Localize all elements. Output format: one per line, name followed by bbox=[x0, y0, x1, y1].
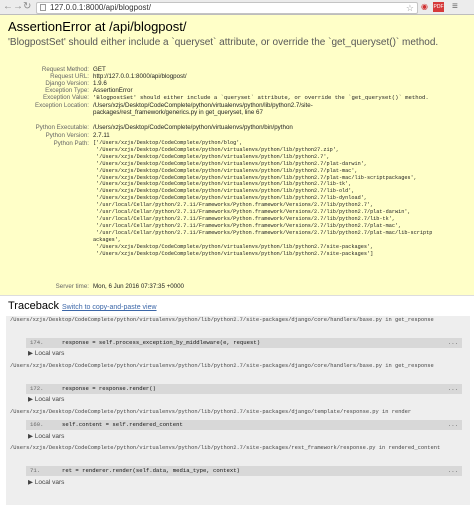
code-text: self.content = self.rendered_content bbox=[62, 421, 183, 428]
pdf-extension-icon[interactable]: PDF bbox=[433, 4, 444, 10]
line-number: 71. bbox=[30, 467, 41, 474]
frame-file: /Users/xzjs/Desktop/CodeComplete/python/virtualenvs/python/lib/python2.7/site-packages/django/core/handlers/base.py in get_response bbox=[10, 317, 434, 323]
frame-file: /Users/xzjs/Desktop/CodeComplete/python/virtualenvs/python/lib/python2.7/site-packages/django/template/response.py in render bbox=[10, 409, 412, 415]
code-text: response = response.render() bbox=[62, 385, 156, 392]
local-vars-toggle[interactable]: ▶ Local vars bbox=[28, 479, 65, 486]
meta-key: Exception Type: bbox=[45, 87, 89, 94]
expand-context[interactable]: ... bbox=[447, 467, 458, 474]
meta-key: Exception Location: bbox=[34, 102, 89, 109]
switch-view-link[interactable]: Switch to copy-and-paste view bbox=[62, 304, 157, 311]
traceback-section bbox=[0, 296, 474, 505]
frame-code-line[interactable] bbox=[26, 338, 462, 348]
expand-context[interactable]: ... bbox=[447, 385, 458, 392]
traceback-title: Traceback bbox=[8, 300, 59, 312]
meta-value: 1.9.6 bbox=[93, 80, 107, 87]
code-text: response = self.process_exception_by_middleware(e, request) bbox=[62, 339, 261, 346]
exception-message: 'BlogpostSet' should either include a `queryset` attribute, or override the `get_queryset()` method. bbox=[8, 37, 439, 48]
expand-context[interactable]: ... bbox=[447, 339, 458, 346]
meta-value: 'BlogpostSet' should either include a `queryset` attribute, or override the `get_queryset()` method. bbox=[93, 94, 429, 101]
forward-icon[interactable]: → bbox=[13, 1, 23, 12]
extension-red-icon[interactable]: ◉ bbox=[421, 2, 428, 11]
meta-value: /Users/xzjs/Desktop/CodeComplete/python/virtualenvs/python/lib/python2.7/site-packages/rest_framework/generics.py in get_queryset, line 67 bbox=[93, 102, 313, 117]
traceback-heading bbox=[8, 300, 157, 314]
line-number: 172. bbox=[30, 385, 44, 392]
menu-icon[interactable]: ≡ bbox=[452, 1, 458, 12]
error-summary bbox=[0, 15, 474, 296]
meta-key: Python Path: bbox=[53, 140, 89, 147]
error-title: AssertionError at /api/blogpost/ bbox=[8, 19, 187, 34]
meta-key: Exception Value: bbox=[43, 94, 89, 101]
browser-toolbar bbox=[0, 0, 474, 15]
meta-key: Server time: bbox=[55, 283, 89, 290]
meta-value: http://127.0.0.1:8000/api/blogpost/ bbox=[93, 73, 187, 80]
meta-value: Mon, 6 Jun 2016 07:37:35 +0000 bbox=[93, 283, 184, 290]
frame-code-line[interactable] bbox=[26, 466, 462, 476]
meta-value: /Users/xzjs/Desktop/CodeComplete/python/virtualenvs/python/bin/python bbox=[93, 124, 293, 131]
frame-file: /Users/xzjs/Desktop/CodeComplete/python/virtualenvs/python/lib/python2.7/site-packages/rest_framework/response.py in rendered_content bbox=[10, 445, 441, 451]
local-vars-toggle[interactable]: ▶ Local vars bbox=[28, 396, 65, 403]
meta-key: Python Executable: bbox=[35, 124, 89, 131]
meta-key: Request Method: bbox=[41, 66, 89, 73]
meta-key: Python Version: bbox=[45, 132, 89, 139]
traceback-frames bbox=[6, 316, 470, 505]
local-vars-toggle[interactable]: ▶ Local vars bbox=[28, 350, 65, 357]
meta-value: AssertionError bbox=[93, 87, 133, 94]
line-number: 174. bbox=[30, 339, 44, 346]
reload-icon[interactable]: ↻ bbox=[23, 1, 32, 12]
local-vars-toggle[interactable]: ▶ Local vars bbox=[28, 433, 65, 440]
frame-code-line[interactable] bbox=[26, 420, 462, 430]
page-icon bbox=[40, 4, 46, 11]
back-icon[interactable]: ← bbox=[3, 1, 13, 12]
python-path-value: ['/Users/xzjs/Desktop/CodeComplete/python/blog', '/Users/xzjs/Desktop/CodeComplete/python/virtualenvs/python/lib/python27.zip', '/Users/xzjs/Desktop/CodeComplete/python/virtualenvs/python/lib/python2.7', '/Users/xzjs/Desktop/CodeComplete/python/virtualenvs/python/lib/python2.7/plat-darwin', '/Users/xzjs/Desktop/CodeComplete/python/virtualenvs/python/lib/python2.7/plat-mac', '/Users/xzjs/Desktop/CodeComplete/python/virtualenvs/python/lib/python2.7/plat-mac/lib-scriptpackages', '/Users/xzjs/Desktop/CodeComplete/python/virtualenvs/python/lib/python2.7/lib-tk', '/Users/xzjs/Desktop/CodeComplete/python/virtualenvs/python/lib/python2.7/lib-old', '/Users/xzjs/Desktop/CodeComplete/python/virtualenvs/python/lib/python2.7/lib-dynload', '/usr/local/Cellar/python/2.7.11/Frameworks/Python.framework/Versions/2.7/lib/python2.7', '/usr/local/Cellar/python/2.7.11/Frameworks/Python.framework/Versions/2.7/lib/python2.7/plat-darwin', '/usr/local/Cellar/python/2.7.11/Frameworks/Python.framework/Versions/2.7/lib/python2.7/lib-tk', '/usr/local/Cellar/python/2.7.11/Frameworks/Python.framework/Versions/2.7/lib/python2.7/plat-mac', '/usr/local/Cellar/python/2.7.11/Frameworks/Python.framework/Versions/2.7/lib/python2.7/plat-mac/lib-scriptpackages', '/Users/xzjs/Desktop/CodeComplete/python/virtualenvs/python/lib/python2.7/site-packages', '/Users/xzjs/Desktop/CodeComplete/python/virtualenvs/python/lib/python2.7/site-packages'] bbox=[93, 140, 433, 257]
bookmark-star-icon[interactable]: ☆ bbox=[405, 3, 414, 13]
expand-context[interactable]: ... bbox=[447, 421, 458, 428]
meta-key: Request URL: bbox=[50, 73, 89, 80]
url-text[interactable]: 127.0.0.1:8000/api/blogpost/ bbox=[50, 3, 151, 12]
meta-value: 2.7.11 bbox=[93, 132, 110, 139]
meta-key: Django Version: bbox=[45, 80, 89, 87]
code-text: ret = renderer.render(self.data, media_type, context) bbox=[62, 467, 240, 474]
address-bar[interactable] bbox=[36, 2, 418, 14]
line-number: 160. bbox=[30, 421, 44, 428]
frame-file: /Users/xzjs/Desktop/CodeComplete/python/virtualenvs/python/lib/python2.7/site-packages/django/core/handlers/base.py in get_response bbox=[10, 363, 434, 369]
frame-code-line[interactable] bbox=[26, 384, 462, 394]
meta-value: GET bbox=[93, 66, 106, 73]
